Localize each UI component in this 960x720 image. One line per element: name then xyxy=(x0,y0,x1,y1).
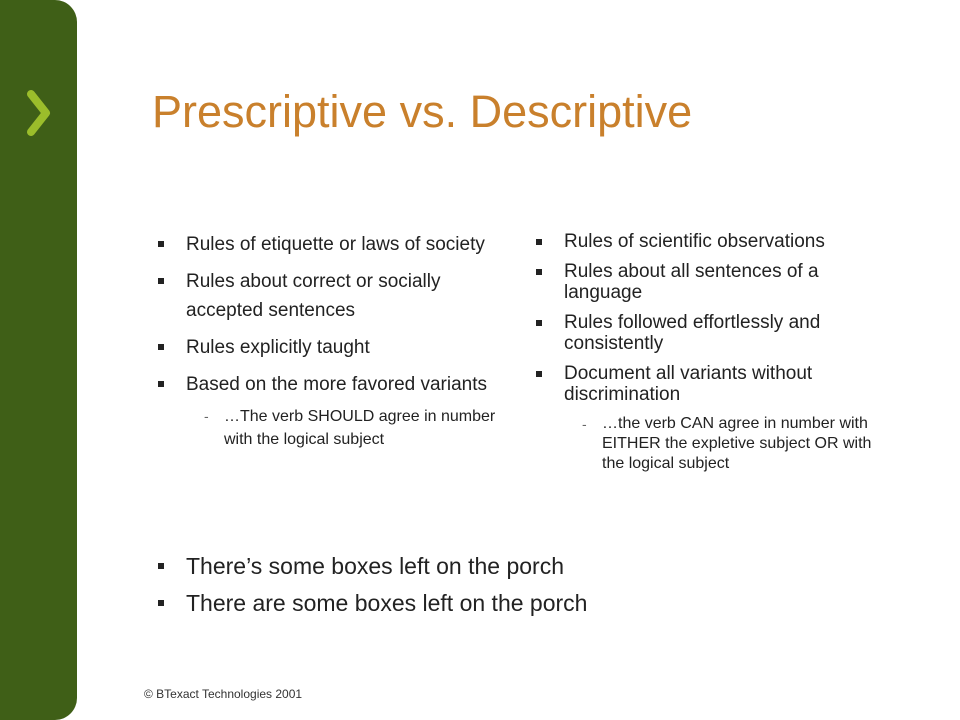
sub-list-item: - …the verb CAN agree in number with EITHER the expletive subject OR with the logical subject xyxy=(602,414,880,474)
sub-list xyxy=(224,405,496,451)
chevron-right-icon xyxy=(24,88,54,138)
list-item: Rules about correct or socially accepted sentences xyxy=(186,267,496,325)
list-item: Rules followed effortlessly and consistently xyxy=(564,312,880,354)
descriptive-list xyxy=(564,231,880,483)
list-item: Rules explicitly taught xyxy=(186,333,496,362)
list-item-text: Document all variants without discrimination xyxy=(564,363,813,405)
list-item xyxy=(186,370,496,451)
list-item-text: Based on the more favored variants xyxy=(186,374,488,395)
sub-list-item: - …The verb SHOULD agree in number with the logical subject xyxy=(224,405,496,451)
slide-title: Prescriptive vs. Descriptive xyxy=(152,86,693,137)
sidebar-bar xyxy=(0,0,77,720)
list-item xyxy=(564,363,880,474)
example-sentences xyxy=(186,550,587,624)
example-item: There’s some boxes left on the porch xyxy=(186,550,587,582)
list-item: Rules of scientific observations xyxy=(564,231,880,252)
example-item: There are some boxes left on the porch xyxy=(186,587,587,619)
prescriptive-list xyxy=(186,230,496,459)
sub-list xyxy=(602,414,880,474)
copyright-footer: © BTexact Technologies 2001 xyxy=(144,687,303,701)
list-item: Rules of etiquette or laws of society xyxy=(186,230,496,259)
list-item: Rules about all sentences of a language xyxy=(564,261,880,303)
